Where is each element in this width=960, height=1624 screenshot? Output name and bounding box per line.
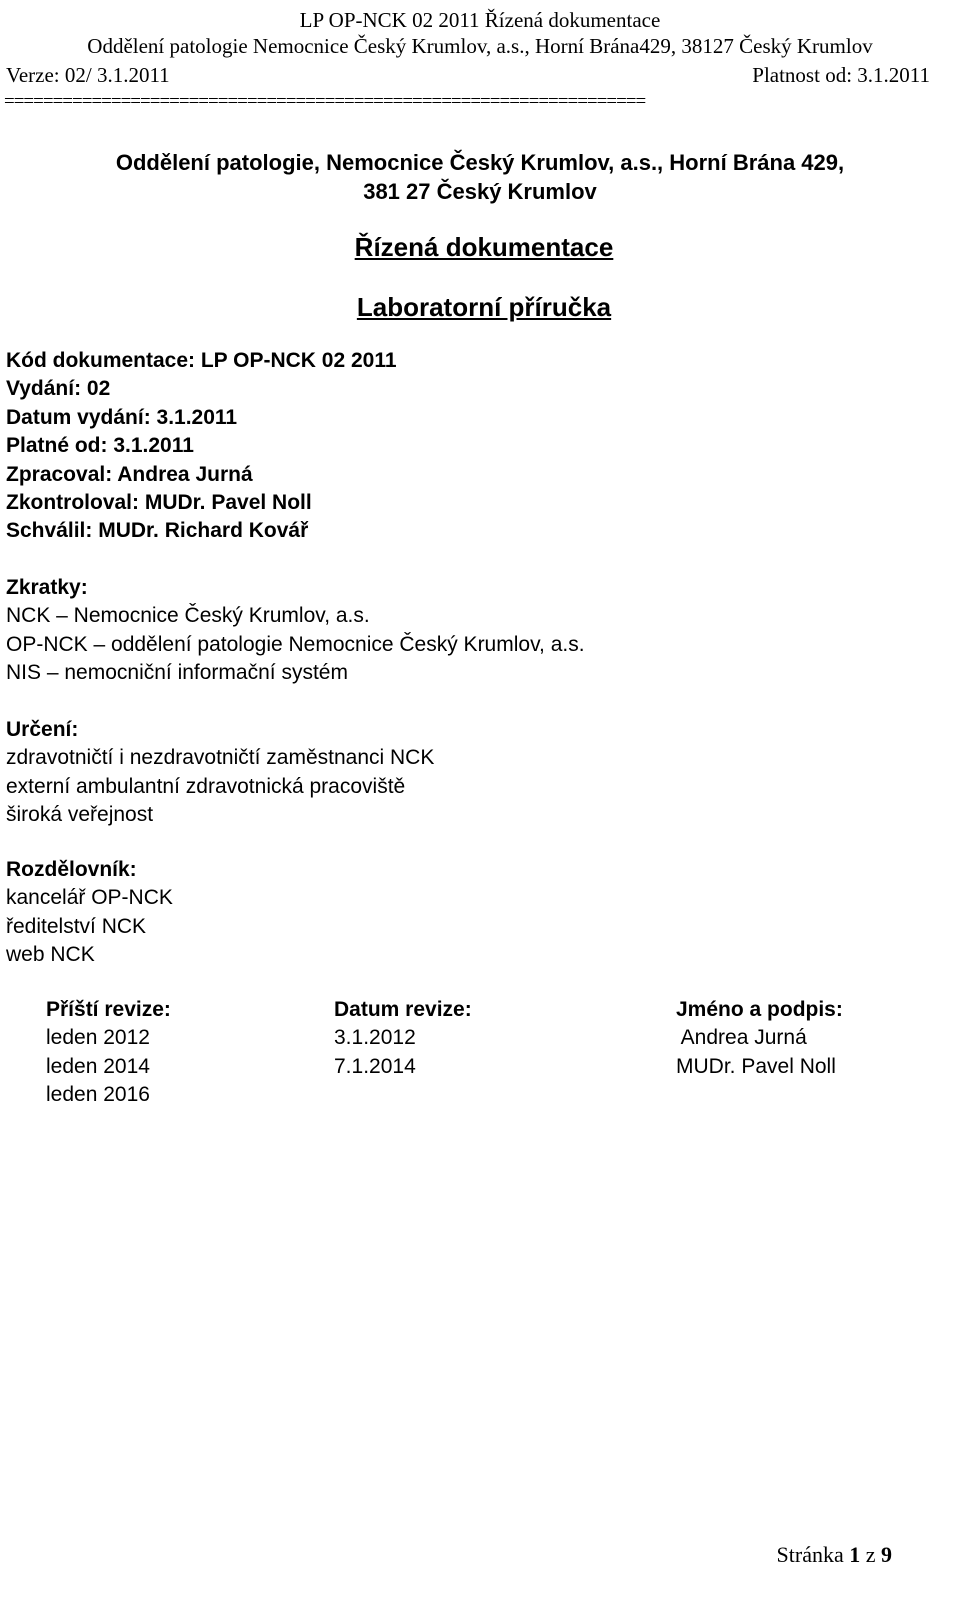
distribution-item: web NCK <box>6 942 95 966</box>
revision-cell: Andrea Jurná <box>676 1026 807 1050</box>
revision-cell: MUDr. Pavel Noll <box>676 1054 836 1078</box>
meta-edition: Vydání: 02 <box>6 377 111 401</box>
abbreviation-item: OP-NCK – oddělení patologie Nemocnice Český Krumlov, a.s. <box>6 632 585 656</box>
document-meta <box>6 347 397 546</box>
revision-cell: 3.1.2012 <box>334 1026 416 1050</box>
meta-prepared-by: Zpracoval: Andrea Jurná <box>6 462 253 486</box>
meta-valid-from: Platné od: 3.1.2011 <box>6 434 194 458</box>
running-header-title: LP OP-NCK 02 2011 Řízená dokumentace <box>299 8 661 32</box>
revision-cell: leden 2012 <box>46 1026 150 1050</box>
revision-column-next <box>46 996 171 1110</box>
abbreviation-item: NIS – nemocniční informační systém <box>6 660 348 684</box>
purpose-item: široká veřejnost <box>6 802 154 826</box>
meta-checked-by: Zkontroloval: MUDr. Pavel Noll <box>6 491 312 515</box>
revision-header-date: Datum revize: <box>334 998 472 1021</box>
distribution-item: ředitelství NCK <box>6 914 147 938</box>
purpose-heading: Určení: <box>6 718 79 741</box>
header-rule: ================================================================== <box>4 92 646 112</box>
abbreviations-section <box>6 574 585 687</box>
meta-code: Kód dokumentace: LP OP-NCK 02 2011 <box>6 349 397 372</box>
revision-column-date <box>334 996 472 1081</box>
revision-column-signature <box>676 996 843 1081</box>
distribution-item: kancelář OP-NCK <box>6 886 173 910</box>
distribution-section <box>6 856 173 969</box>
document-title: Řízená dokumentace <box>354 232 614 262</box>
page-number-separator: z <box>860 1542 881 1567</box>
document-subtitle: Laboratorní příručka <box>356 292 612 322</box>
revision-header-signature: Jméno a podpis: <box>676 998 843 1021</box>
distribution-heading: Rozdělovník: <box>6 858 137 881</box>
page-number-total: 9 <box>881 1542 892 1567</box>
abbreviations-heading: Zkratky: <box>6 576 88 599</box>
meta-approved-by: Schválil: MUDr. Richard Kovář <box>6 519 309 543</box>
page-number-current: 1 <box>849 1542 861 1567</box>
meta-issue-date: Datum vydání: 3.1.2011 <box>6 405 238 429</box>
running-header-address: Oddělení patologie Nemocnice Český Krumlov, a.s., Horní Brána429, 38127 Český Krumlov <box>87 34 873 58</box>
institution-line2: 381 27 Český Krumlov <box>363 179 597 204</box>
running-header-version: Verze: 02/ 3.1.2011 <box>6 63 170 87</box>
page-number-prefix: Stránka <box>776 1542 850 1567</box>
revision-cell: leden 2014 <box>46 1054 150 1078</box>
revision-cell: 7.1.2014 <box>334 1054 416 1078</box>
purpose-item: zdravotničtí i nezdravotničtí zaměstnanci NCK <box>6 746 435 770</box>
institution-line1: Oddělení patologie, Nemocnice Český Krumlov, a.s., Horní Brána 429, <box>115 150 845 175</box>
purpose-item: externí ambulantní zdravotnická pracoviště <box>6 774 406 798</box>
page-number <box>777 1542 892 1568</box>
purpose-section <box>6 716 434 829</box>
revision-cell: leden 2016 <box>46 1083 150 1107</box>
running-header-validity: Platnost od: 3.1.2011 <box>752 63 930 87</box>
revision-header-next: Příští revize: <box>46 998 171 1021</box>
abbreviation-item: NCK – Nemocnice Český Krumlov, a.s. <box>6 604 370 628</box>
